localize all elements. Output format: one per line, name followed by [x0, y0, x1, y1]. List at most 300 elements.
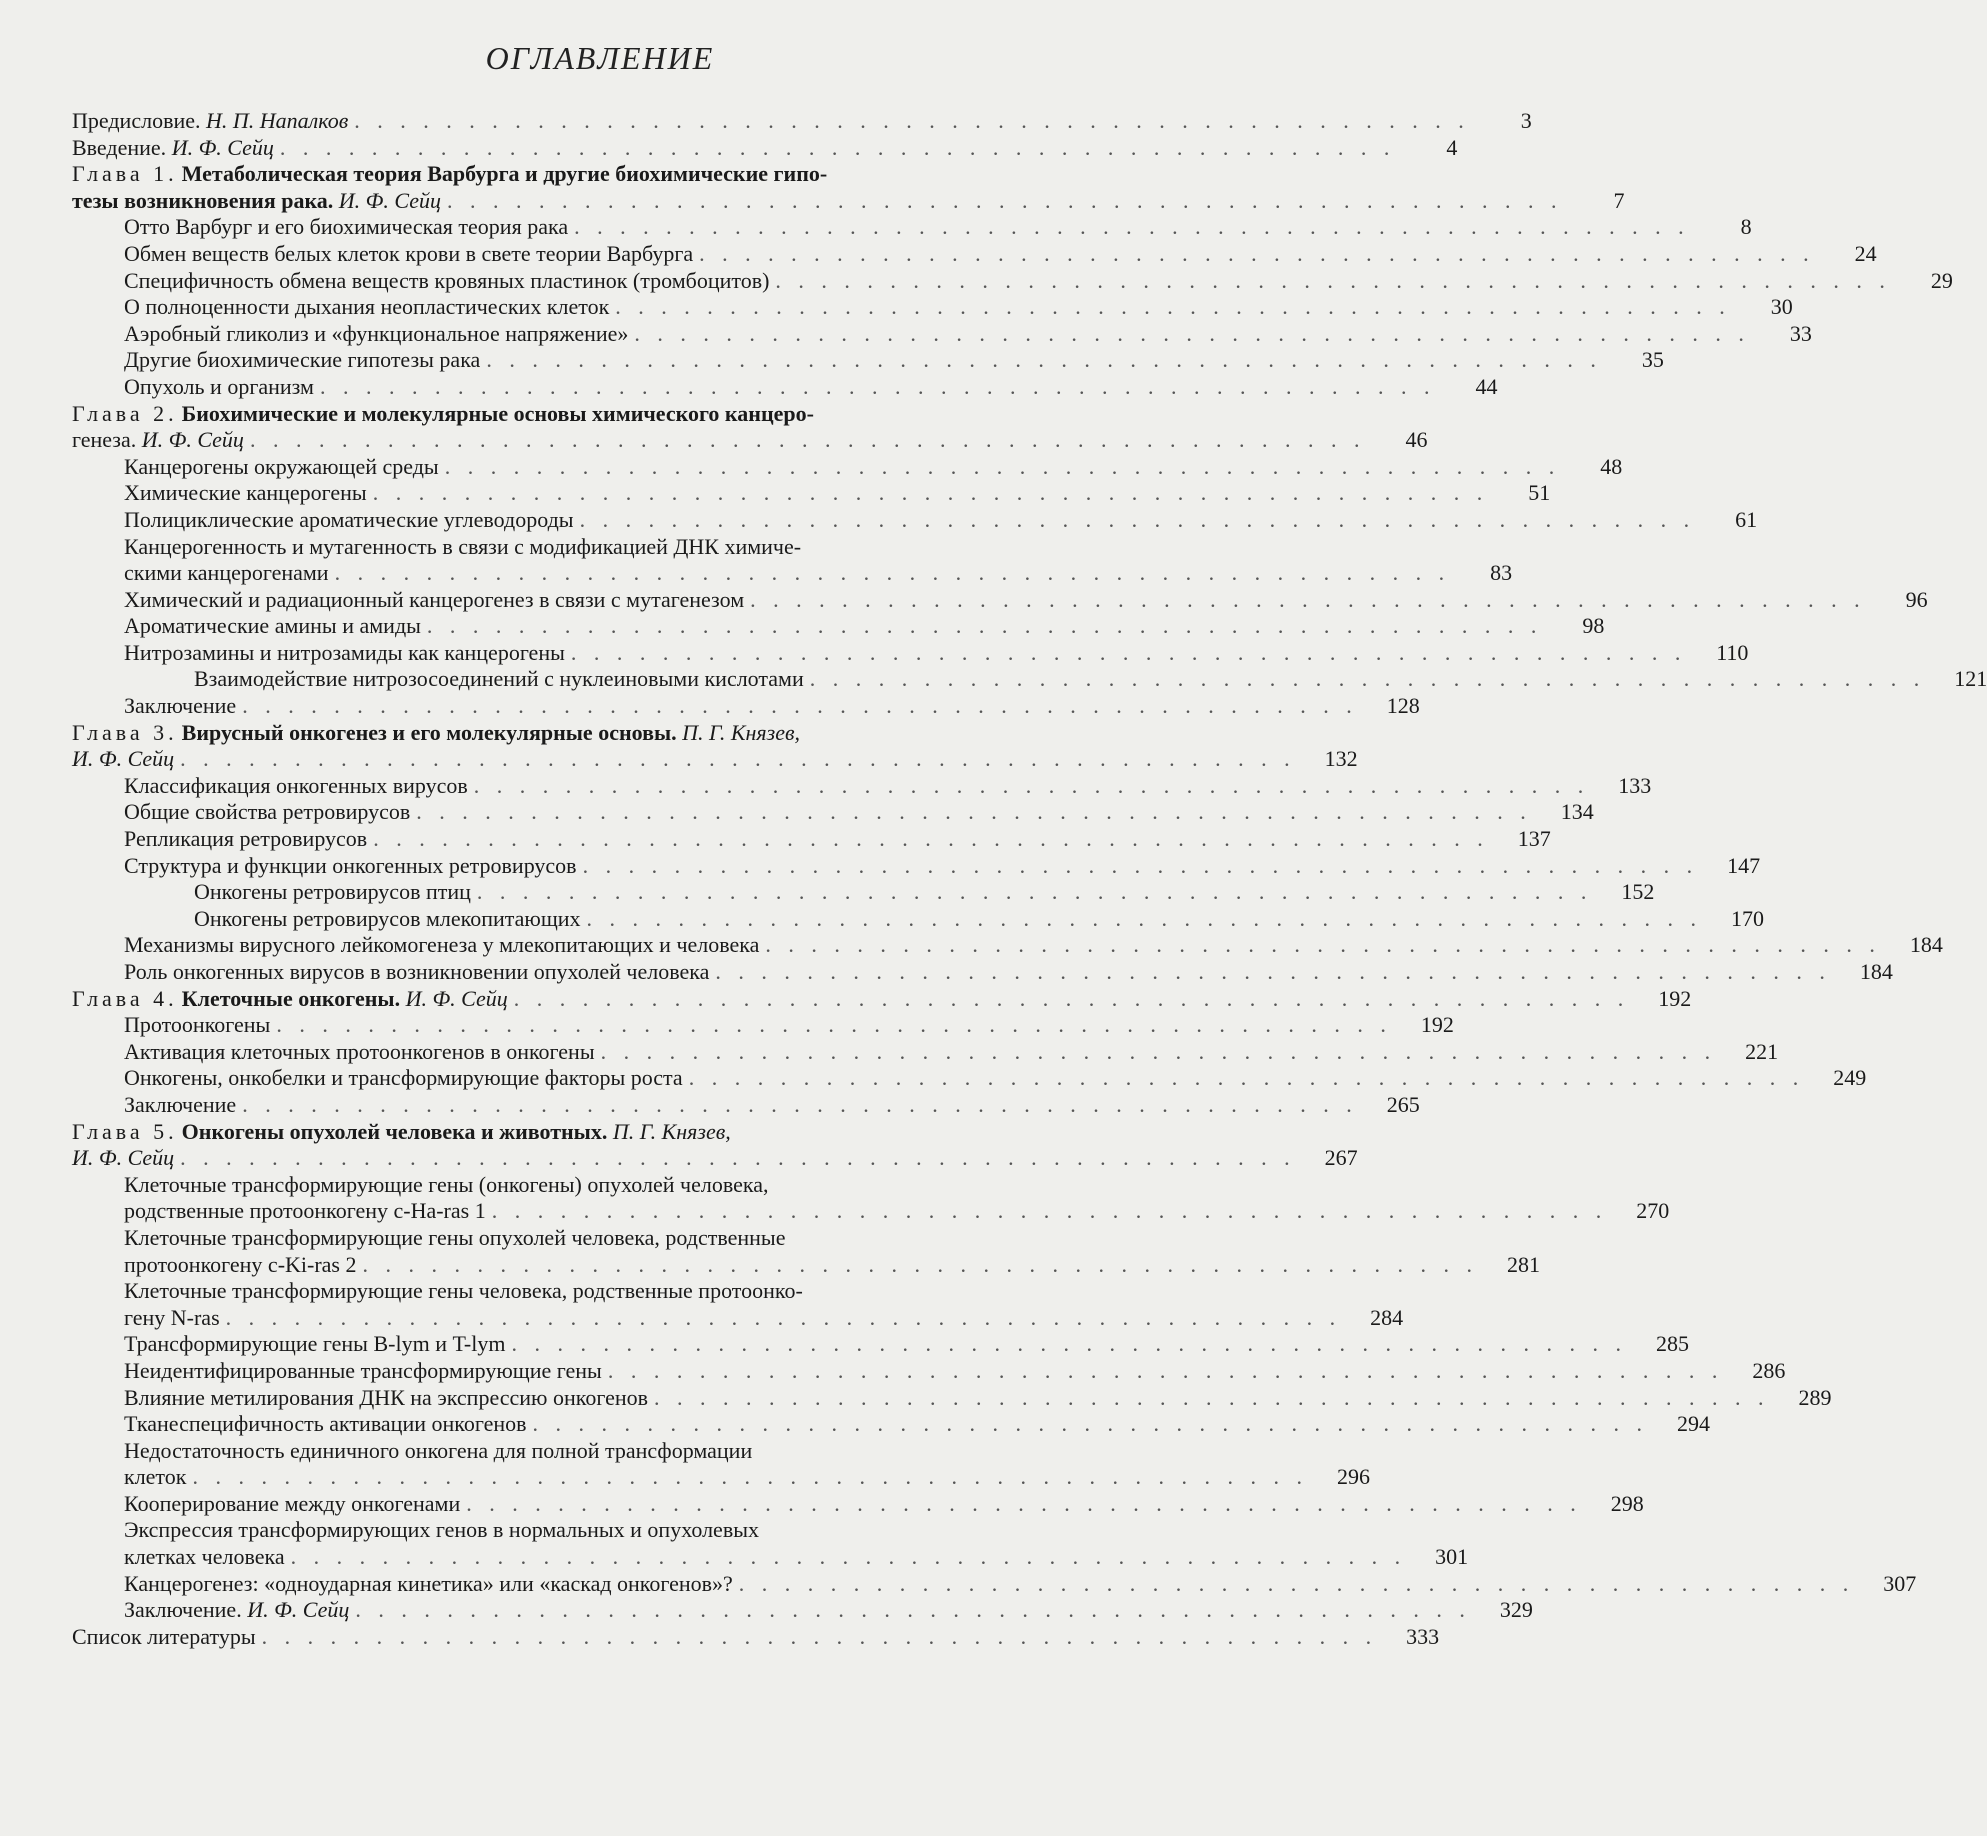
leader-dots: . . . . . . . . . . . . . . . . . . . . . . . . . . . . . . . . . . . . . . . . . . . . . . . . .: [249, 427, 1366, 453]
entry-first-line: [72, 1438, 1080, 1465]
entry-title: [124, 214, 568, 241]
entry-text-part: Клеточные онкогены.: [181, 985, 401, 1011]
toc-entry[interactable]: [72, 1490, 1644, 1518]
page-number: 192: [1658, 985, 1692, 1011]
entry-row: [72, 1091, 1420, 1119]
page-number: 29: [1930, 267, 1953, 293]
leader-dots: . . . . . . . . . . . . . . . . . . . . . . . . . . . . . . . . . . . . . . . . . . . . . . . . .: [476, 879, 1593, 905]
entry-title: [124, 268, 769, 295]
entry-title: [124, 560, 329, 587]
toc-entry[interactable]: [72, 267, 1953, 295]
leader-dots: . . . . . . . . . . . . . . . . . . . . . . . . . . . . . . . . . . . . . . . . . . . . . . . . .: [192, 1464, 1308, 1490]
toc-entry[interactable]: [72, 240, 1877, 268]
entry-title: [124, 1571, 733, 1598]
entry-text-part: Репликация ретровирусов: [124, 826, 368, 852]
page-number: 184: [1859, 959, 1893, 984]
entry-text-part: Биохимические и молекулярные основы химического канцеро-: [181, 400, 814, 426]
page-number: 134: [1560, 799, 1594, 825]
page-number: 46: [1405, 427, 1428, 453]
page-number: 44: [1475, 373, 1498, 399]
page-number: 298: [1610, 1490, 1644, 1516]
entry-text-part: Канцерогенность и мутагенность в связи с модификацией ДНК химиче-: [124, 533, 802, 559]
leader-dots: . . . . . . . . . . . . . . . . . . . . . . . . . . . . . . . . . . . . . . . . . . . . . . . . .: [225, 1304, 1342, 1330]
page-number: 83: [1490, 560, 1513, 586]
entry-text-part: Клеточные трансформирующие гены человека, родственные протоонко-: [124, 1278, 803, 1304]
toc-entry[interactable]: [72, 320, 1812, 348]
entry-title: [124, 1385, 648, 1412]
toc-entry[interactable]: [72, 214, 1752, 241]
leader-dots: . . . . . . . . . . . . . . . . . . . . . . . . . . . . . . . . . . . . . . . . . . . . . . . . .: [180, 746, 1296, 772]
entry-first-line: [72, 161, 1080, 188]
entry-text-part: Роль онкогенных вирусов в возникновении опухолей человека: [124, 959, 710, 984]
leader-dots: . . . . . . . . . . . . . . . . . . . . . . . . . . . . . . . . . . . . . . . . . . . . . . . . .: [242, 1091, 1358, 1117]
entry-title: [72, 1145, 174, 1172]
page-number: 7: [1613, 187, 1625, 213]
page-number: 133: [1618, 772, 1652, 798]
entry-title: [124, 241, 693, 268]
page-number: 147: [1727, 852, 1761, 878]
page-number: 329: [1499, 1597, 1533, 1623]
entry-title: [124, 693, 236, 720]
leader-dots: . . . . . . . . . . . . . . . . . . . . . . . . . . . . . . . . . . . . . . . . . . . . . . . . .: [654, 1384, 1770, 1410]
toc-entry[interactable]: [72, 639, 1749, 667]
leader-dots: . . . . . . . . . . . . . . . . . . . . . . . . . . . . . . . . . . . . . . . . . . . . . . . . .: [574, 214, 1690, 240]
entry-text-part: Обмен веществ белых клеток крови в свете теории Варбурга: [124, 240, 694, 266]
entry-row: [72, 1464, 1370, 1491]
toc-entry[interactable]: [72, 666, 1987, 693]
leader-dots: . . . . . . . . . . . . . . . . . . . . . . . . . . . . . . . . . . . . . . . . . . . . . . . . .: [473, 772, 1590, 798]
leader-dots: . . . . . . . . . . . . . . . . . . . . . . . . . . . . . . . . . . . . . . . . . . . . . . . . .: [276, 1012, 1392, 1038]
entry-text-part: Химические канцерогены: [124, 480, 367, 506]
table-of-contents: [72, 108, 1987, 1650]
entry-text-part: П. Г. Князев,: [607, 1118, 731, 1144]
toc-entry[interactable]: [72, 1517, 1469, 1570]
entry-text-part: Недостаточность единичного онкогена для полной трансформации: [124, 1437, 753, 1463]
page-number: 265: [1386, 1091, 1420, 1117]
entry-text-part: Отто Варбург и его биохимическая теория рака: [124, 214, 569, 240]
leader-dots: . . . . . . . . . . . . . . . . . . . . . . . . . . . . . . . . . . . . . . . . . . . . . . . . .: [532, 1411, 1649, 1437]
toc-entry[interactable]: [72, 852, 1761, 880]
entry-first-line: [72, 1172, 1080, 1199]
leader-dots: . . . . . . . . . . . . . . . . . . . . . . . . . . . . . . . . . . . . . . . . . . . . . . . . .: [319, 373, 1436, 399]
page-number: 30: [1770, 294, 1793, 320]
page-number: 192: [1420, 1012, 1454, 1038]
toc-entry[interactable]: [72, 693, 1420, 720]
entry-row: [72, 1597, 1533, 1624]
leader-dots: . . . . . . . . . . . . . . . . . . . . . . . . . . . . . . . . . . . . . . . . . . . . . . . . .: [586, 905, 1703, 931]
leader-dots: . . . . . . . . . . . . . . . . . . . . . . . . . . . . . . . . . . . . . . . . . . . . . . . . .: [242, 693, 1358, 719]
entry-text-part: Другие биохимические гипотезы рака: [124, 347, 481, 373]
leader-dots: . . . . . . . . . . . . . . . . . . . . . . . . . . . . . . . . . . . . . . . . . . . . . . . . .: [446, 187, 1563, 213]
entry-row: [72, 1304, 1404, 1332]
toc-entry[interactable]: [72, 905, 1765, 933]
leader-dots: . . . . . . . . . . . . . . . . . . . . . . . . . . . . . . . . . . . . . . . . . . . . . . . . .: [491, 1198, 1608, 1224]
leader-dots: . . . . . . . . . . . . . . . . . . . . . . . . . . . . . . . . . . . . . . . . . . . . . . . . .: [738, 1570, 1855, 1596]
entry-text-part: тезы возникновения рака.: [72, 187, 334, 213]
toc-entry[interactable]: [72, 294, 1793, 321]
page-number: 33: [1789, 320, 1812, 346]
leader-dots: . . . . . . . . . . . . . . . . . . . . . . . . . . . . . . . . . . . . . . . . . . . . . . . . .: [372, 480, 1489, 506]
entry-text-part: И. Ф. Сейц: [247, 1597, 350, 1623]
entry-title: [124, 1331, 505, 1358]
entry-first-line: [72, 1225, 1080, 1252]
toc-chapter-entry[interactable]: [72, 161, 1625, 214]
leader-dots: . . . . . . . . . . . . . . . . . . . . . . . . . . . . . . . . . . . . . . . . . . . . . . . . .: [775, 267, 1891, 293]
entry-text-part: Метаболическая теория Варбурга и другие биохимические гипо-: [181, 161, 828, 187]
leader-dots: . . . . . . . . . . . . . . . . . . . . . . . . . . . . . . . . . . . . . . . . . . . . . . . . .: [290, 1544, 1407, 1570]
page-number: 267: [1324, 1145, 1358, 1171]
chapter-label: Глава 1.: [72, 161, 178, 187]
toc-entry[interactable]: [72, 134, 1458, 162]
entry-text-part: клеток: [124, 1464, 187, 1490]
toc-entry[interactable]: [72, 1437, 1370, 1491]
page-number: 170: [1731, 905, 1765, 931]
toc-entry[interactable]: [72, 506, 1758, 534]
page-number: 270: [1636, 1198, 1670, 1224]
leader-dots: . . . . . . . . . . . . . . . . . . . . . . . . . . . . . . . . . . . . . . . . . . . . . . . . .: [582, 852, 1699, 878]
entry-title: [72, 746, 174, 773]
entry-text-part: Полициклические ароматические углеводороды: [124, 506, 574, 532]
leader-dots: . . . . . . . . . . . . . . . . . . . . . . . . . . . . . . . . . . . . . . . . . . . . . . . . .: [513, 985, 1630, 1011]
entry-title: [72, 188, 441, 215]
toc-entry[interactable]: [72, 480, 1551, 507]
toc-entry[interactable]: [72, 1278, 1404, 1331]
entry-title: [124, 587, 744, 614]
page-number: 121: [1954, 666, 1987, 692]
page-number: 307: [1883, 1570, 1917, 1596]
toc-entry[interactable]: [72, 826, 1551, 853]
entry-text-part: И. Ф. Сейц: [333, 187, 441, 213]
entry-text-part: Специфичность обмена веществ кровяных пластинок (тромбоцитов): [124, 267, 770, 293]
entry-text-part: Нитрозамины и нитрозамиды как канцерогены: [124, 639, 565, 665]
entry-row: [72, 826, 1551, 853]
toc-chapter-entry[interactable]: [72, 400, 1428, 454]
entry-row: [72, 932, 1943, 959]
entry-row: [72, 427, 1428, 454]
leader-dots: . . . . . . . . . . . . . . . . . . . . . . . . . . . . . . . . . . . . . . . . . . . . . . . . .: [426, 613, 1543, 639]
entry-title: [194, 666, 804, 693]
toc-entry[interactable]: [72, 1224, 1540, 1278]
leader-dots: . . . . . . . . . . . . . . . . . . . . . . . . . . . . . . . . . . . . . . . . . . . . . . . . .: [579, 506, 1696, 532]
entry-row: [72, 480, 1551, 507]
entry-text-part: Экспрессия трансформирующих генов в нормальных и опухолевых: [124, 1517, 759, 1543]
entry-row: [72, 240, 1877, 268]
leader-dots: . . . . . . . . . . . . . . . . . . . . . . . . . . . . . . . . . . . . . . . . . . . . . . . . .: [750, 586, 1866, 612]
toc-entry[interactable]: [72, 347, 1664, 374]
entry-text-part: Клеточные трансформирующие гены (онкогены) опухолей человека,: [124, 1171, 769, 1197]
page-number: 96: [1905, 586, 1928, 612]
page-number: 289: [1798, 1384, 1832, 1410]
entry-title: [124, 1491, 460, 1518]
entry-text-part: И. Ф. Сейц: [72, 1145, 175, 1171]
chapter-label: Глава 5.: [72, 1118, 178, 1144]
entry-text-part: Химический и радиационный канцерогенез в связи с мутагенезом: [124, 586, 745, 612]
toc-entry[interactable]: [72, 1331, 1689, 1358]
entry-text-part: клетках человека: [124, 1544, 285, 1570]
entry-row: [72, 799, 1594, 826]
entry-title: [124, 932, 759, 959]
toc-entry[interactable]: [72, 799, 1594, 826]
entry-text-part: И. Ф. Сейц: [72, 746, 175, 772]
page-number: 333: [1406, 1623, 1440, 1649]
entry-first-line: [72, 720, 1080, 747]
leader-dots: . . . . . . . . . . . . . . . . . . . . . . . . . . . . . . . . . . . . . . . . . . . . . . . . .: [355, 1597, 1471, 1623]
entry-text-part: П. Г. Князев,: [676, 719, 801, 745]
toc-entry[interactable]: [72, 1597, 1533, 1624]
leader-dots: . . . . . . . . . . . . . . . . . . . . . . . . . . . . . . . . . . . . . . . . . . . . . . . . .: [615, 294, 1731, 320]
entry-title: [124, 1252, 357, 1279]
leader-dots: . . . . . . . . . . . . . . . . . . . . . . . . . . . . . . . . . . . . . . . . . . . . . . . . .: [688, 1065, 1805, 1091]
entry-text-part: Кооперирование между онкогенами: [124, 1490, 461, 1516]
toc-entry[interactable]: [72, 586, 1928, 614]
leader-dots: . . . . . . . . . . . . . . . . . . . . . . . . . . . . . . . . . . . . . . . . . . . . . . . . .: [362, 1251, 1478, 1277]
leader-dots: . . . . . . . . . . . . . . . . . . . . . . . . . . . . . . . . . . . . . . . . . . . . . . . . .: [261, 1623, 1378, 1649]
page-number: 61: [1735, 506, 1758, 532]
entry-text-part: Н. П. Напалков: [206, 108, 349, 133]
entry-title: [72, 108, 348, 135]
entry-row: [72, 347, 1664, 374]
entry-row: [72, 373, 1498, 401]
chapter-label: Глава 2.: [72, 400, 178, 426]
toc-entry[interactable]: [72, 533, 1513, 587]
entry-row: [72, 586, 1928, 614]
entry-row: [72, 639, 1749, 667]
entry-text-part: Опухоль и организм: [124, 373, 314, 399]
entry-row: [72, 985, 1692, 1013]
leader-dots: . . . . . . . . . . . . . . . . . . . . . . . . . . . . . . . . . . . . . . . . . . . . . . . . .: [180, 1145, 1296, 1171]
page-number: 98: [1582, 613, 1605, 639]
entry-title: [124, 1358, 602, 1385]
entry-row: [72, 1357, 1786, 1385]
entry-text-part: Влияние метилирования ДНК на экспрессию онкогенов: [124, 1384, 648, 1410]
leader-dots: . . . . . . . . . . . . . . . . . . . . . . . . . . . . . . . . . . . . . . . . . . . . . . . . .: [334, 560, 1451, 586]
page-number: 249: [1833, 1065, 1867, 1091]
leader-dots: . . . . . . . . . . . . . . . . . . . . . . . . . . . . . . . . . . . . . . . . . . . . . . . . .: [699, 240, 1815, 266]
leader-dots: . . . . . . . . . . . . . . . . . . . . . . . . . . . . . . . . . . . . . . . . . . . . . . . . .: [715, 959, 1831, 984]
entry-row: [72, 1198, 1670, 1225]
entry-first-line: [72, 1119, 1080, 1146]
entry-title: [72, 135, 274, 162]
chapter-label: Глава 4.: [72, 985, 178, 1011]
entry-text-part: Протоонкогены: [124, 1012, 271, 1038]
entry-row: [72, 1623, 1440, 1651]
leader-dots: . . . . . . . . . . . . . . . . . . . . . . . . . . . . . . . . . . . . . . . . . . . . . . . . .: [809, 666, 1926, 692]
toc-entry[interactable]: [72, 1384, 1832, 1412]
page-number: 3: [1520, 108, 1532, 133]
entry-title: [124, 480, 367, 507]
entry-title: [194, 906, 581, 933]
toc-entry[interactable]: [72, 932, 1943, 959]
toc-entry[interactable]: [72, 1038, 1779, 1066]
entry-title: [124, 853, 577, 880]
page-number: 284: [1370, 1304, 1404, 1330]
entry-text-part: родственные протоонкогену c-Ha-ras 1: [124, 1198, 486, 1224]
page-number: 24: [1854, 240, 1877, 266]
toc-chapter-entry[interactable]: [72, 985, 1692, 1013]
toc-entry[interactable]: [72, 1623, 1440, 1651]
entry-title: [124, 454, 439, 481]
entry-first-line: [72, 534, 1080, 561]
entry-text-part: Аэробный гликолиз и «функциональное напряжение»: [124, 320, 629, 346]
toc-entry[interactable]: [72, 1171, 1670, 1225]
page-number: 35: [1641, 347, 1664, 373]
leader-dots: . . . . . . . . . . . . . . . . . . . . . . . . . . . . . . . . . . . . . . . . . . . . . . . . .: [486, 347, 1602, 373]
entry-text-part: генеза.: [72, 427, 142, 453]
toc-entry[interactable]: [72, 772, 1652, 800]
toc-chapter-entry[interactable]: [72, 1118, 1358, 1172]
entry-title: [124, 507, 574, 534]
entry-row: [72, 1570, 1917, 1598]
entry-title: [124, 640, 565, 667]
page-number: 184: [1909, 932, 1943, 958]
entry-first-line: [72, 1278, 1080, 1305]
page-number: 51: [1528, 480, 1551, 506]
entry-row: [72, 294, 1793, 321]
entry-row: [72, 1145, 1358, 1172]
page-number: 128: [1386, 693, 1420, 719]
entry-text-part: Онкогены ретровирусов птиц: [194, 879, 471, 905]
entry-title: [124, 347, 480, 374]
entry-text-part: Онкогены, онкобелки и трансформирующие факторы роста: [124, 1065, 683, 1091]
entry-title: [72, 1624, 256, 1651]
entry-text-part: О полноценности дыхания неопластических клеток: [124, 294, 610, 320]
page-number: 132: [1324, 746, 1358, 772]
entry-text-part: Предисловие.: [72, 108, 206, 133]
entry-row: [72, 320, 1812, 348]
entry-row: [72, 267, 1953, 295]
entry-text-part: гену N-ras: [124, 1304, 220, 1330]
entry-title: [124, 1012, 270, 1039]
entry-text-part: Ароматические амины и амиды: [124, 613, 421, 639]
toc-entry[interactable]: [72, 879, 1655, 906]
toc-entry[interactable]: [72, 959, 1893, 986]
entry-text-part: Клеточные трансформирующие гены опухолей человека, родственные: [124, 1224, 786, 1250]
entry-row: [72, 108, 1532, 135]
page-number: 296: [1336, 1464, 1370, 1490]
page-number: 4: [1446, 134, 1458, 160]
toc-entry[interactable]: [72, 1065, 1867, 1092]
leader-dots: . . . . . . . . . . . . . . . . . . . . . . . . . . . . . . . . . . . . . . . . . . . . . . . . .: [444, 453, 1561, 479]
entry-row: [72, 666, 1987, 693]
entry-row: [72, 560, 1513, 587]
page-title: ОГЛАВЛЕНИЕ: [485, 40, 715, 76]
entry-row: [72, 1065, 1867, 1092]
leader-dots: . . . . . . . . . . . . . . . . . . . . . . . . . . . . . . . . . . . . . . . . . . . . . . . . .: [570, 639, 1687, 665]
entry-title: [124, 1039, 595, 1066]
entry-row: [72, 214, 1752, 241]
entry-text-part: Неидентифицированные трансформирующие гены: [124, 1357, 602, 1383]
entry-text-part: Трансформирующие гены B-lym и T-lym: [124, 1331, 506, 1357]
entry-title: [124, 1305, 220, 1332]
entry-text-part: Канцерогены окружающей среды: [124, 453, 439, 479]
entry-row: [72, 187, 1625, 215]
entry-row: [72, 134, 1458, 162]
entry-text-part: Вирусный онкогенез и его молекулярные основы.: [181, 719, 677, 745]
page-number: 110: [1716, 639, 1749, 665]
entry-title: [124, 1092, 236, 1119]
leader-dots: . . . . . . . . . . . . . . . . . . . . . . . . . . . . . . . . . . . . . . . . . . . . . . . . .: [466, 1490, 1582, 1516]
entry-title: [124, 826, 367, 853]
entry-text-part: И. Ф. Сейц: [141, 427, 244, 453]
entry-title: [124, 321, 628, 348]
entry-title: [194, 879, 471, 906]
entry-title: [124, 294, 609, 321]
entry-row: [72, 613, 1605, 640]
entry-row: [72, 1012, 1454, 1039]
entry-text-part: И. Ф. Сейц: [400, 985, 508, 1011]
entry-row: [72, 905, 1765, 933]
entry-text-part: Список литературы: [72, 1623, 256, 1649]
page-number: 8: [1740, 214, 1752, 240]
entry-text-part: Структура и функции онкогенных ретровирусов: [124, 852, 577, 878]
leader-dots: . . . . . . . . . . . . . . . . . . . . . . . . . . . . . . . . . . . . . . . . . . . . . . . . .: [354, 108, 1470, 133]
entry-title: [72, 427, 244, 454]
toc-entry[interactable]: [72, 1091, 1420, 1119]
toc-entry[interactable]: [72, 108, 1532, 135]
leader-dots: . . . . . . . . . . . . . . . . . . . . . . . . . . . . . . . . . . . . . . . . . . . . . . . . .: [373, 826, 1489, 852]
entry-text-part: Онкогены опухолей человека и животных.: [181, 1118, 608, 1144]
entry-title: [124, 1544, 285, 1571]
page-number: 152: [1621, 879, 1655, 905]
entry-title: [124, 959, 709, 986]
entry-text-part: Заключение: [124, 1091, 237, 1117]
entry-text-part: Классификация онкогенных вирусов: [124, 772, 468, 798]
entry-text-part: Взаимодействие нитрозосоединений с нуклеиновыми кислотами: [194, 666, 804, 692]
entry-row: [72, 453, 1623, 481]
leader-dots: . . . . . . . . . . . . . . . . . . . . . . . . . . . . . . . . . . . . . . . . . . . . . . . . .: [511, 1331, 1627, 1357]
leader-dots: . . . . . . . . . . . . . . . . . . . . . . . . . . . . . . . . . . . . . . . . . . . . . . . . .: [607, 1357, 1724, 1383]
chapter-label: Глава 3.: [72, 719, 178, 745]
entry-title: [124, 1597, 349, 1624]
entry-row: [72, 1490, 1644, 1518]
entry-title: [124, 1411, 527, 1438]
toc-entry[interactable]: [72, 373, 1498, 401]
entry-row: [72, 1384, 1832, 1412]
entry-text-part: Механизмы вирусного лейкомогенеза у млекопитающих и человека: [124, 932, 760, 958]
entry-text-part: протоонкогену c-Ki-ras 2: [124, 1251, 357, 1277]
entry-row: [72, 746, 1358, 773]
entry-row: [72, 1251, 1540, 1279]
entry-text-part: Активация клеточных протоонкогенов в онкогены: [124, 1038, 595, 1064]
page-number: 221: [1745, 1038, 1779, 1064]
entry-text-part: Онкогены ретровирусов млекопитающих: [194, 905, 581, 931]
page-number: 48: [1600, 453, 1623, 479]
entry-title: [124, 1065, 683, 1092]
leader-dots: . . . . . . . . . . . . . . . . . . . . . . . . . . . . . . . . . . . . . . . . . . . . . . . . .: [416, 799, 1532, 825]
toc-entry[interactable]: [72, 1357, 1786, 1385]
toc-chapter-entry[interactable]: [72, 719, 1358, 773]
page-number: 286: [1752, 1357, 1786, 1383]
toc-entry[interactable]: [72, 453, 1623, 481]
entry-title: [124, 773, 468, 800]
entry-row: [72, 852, 1761, 880]
toc-entry[interactable]: [72, 1012, 1454, 1039]
page-number: 301: [1435, 1544, 1469, 1570]
entry-row: [72, 959, 1893, 986]
page-number: 285: [1655, 1331, 1689, 1357]
page-number: 137: [1517, 826, 1551, 852]
toc-entry[interactable]: [72, 613, 1605, 640]
page-number: 294: [1677, 1411, 1711, 1437]
leader-dots: . . . . . . . . . . . . . . . . . . . . . . . . . . . . . . . . . . . . . . . . . . . . . . . . .: [279, 134, 1396, 160]
entry-row: [72, 1544, 1469, 1571]
entry-text-part: Заключение: [124, 693, 237, 719]
toc-entry[interactable]: [72, 1570, 1917, 1598]
entry-first-line: [72, 1517, 1080, 1544]
toc-entry[interactable]: [72, 1411, 1711, 1438]
entry-first-line: [72, 401, 1080, 428]
entry-title: [124, 799, 410, 826]
